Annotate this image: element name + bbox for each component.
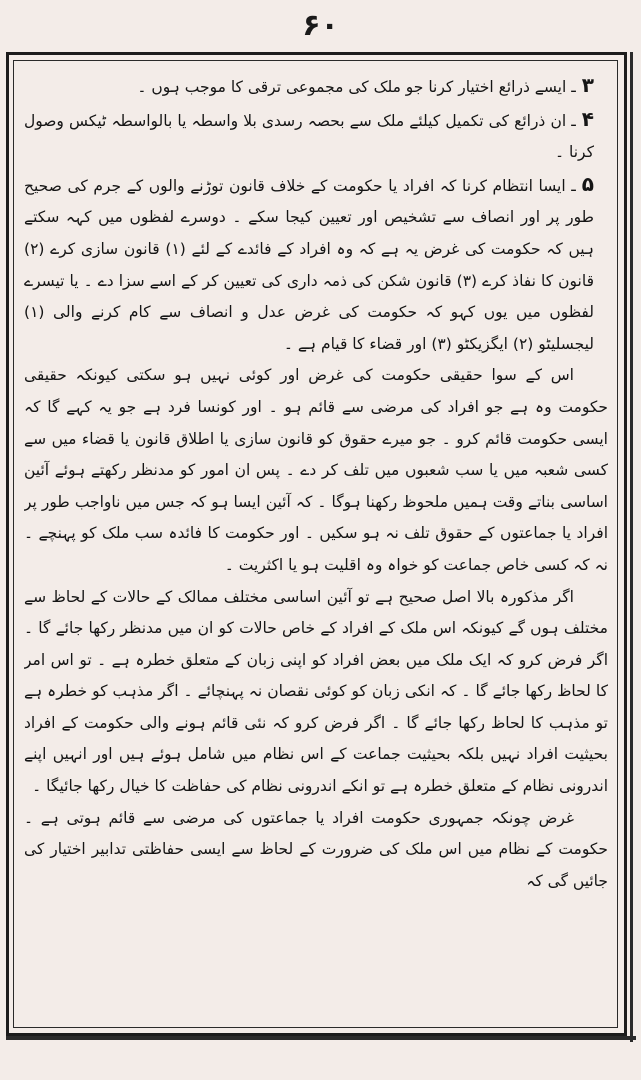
page-body-text bbox=[24, 70, 608, 1022]
list-item-number: ۴ bbox=[581, 106, 594, 131]
list-item-text: ـ ایسے ذرائع اختیار کرنا جو ملک کی مجموعی ترقی کا موجب ہوں ۔ bbox=[137, 78, 576, 96]
list-item-4 bbox=[24, 104, 608, 169]
page-number: ۶۰ bbox=[302, 8, 339, 43]
paragraph: اس کے سوا حقیقی حکومت کی غرض اور کوئی نہیں ہو سکتی کیونکہ حقیقی حکومت وہ ہے جو افراد کی مرضی سے قائم ہو ۔ اور کونسا فرد ہے جو یہ کہے گا کہ ایسی حکومت قائم کرو ۔ جو میرے حقوق کو قانون سازی یا اطلاق قانون یا قضاء میں سے کسی شعبہ میں یا سب شعبوں میں تلف کر دے ۔ پس ان امور کو مدنظر رکھتے ہوئے آئین اساسی بناتے وقت ہمیں ملحوظ رکھنا ہوگا ۔ کہ آئین ایسا ہو کہ جس میں ناواجب طور پر افراد یا جماعتوں کے حقوق تلف نہ ہو سکیں ۔ اور حکومت کا فائدہ سب ملک کو پہنچے ۔ نہ کہ کسی خاص جماعت کو خواہ وہ اقلیت ہو یا اکثریت ۔ bbox=[24, 366, 608, 574]
page-edge-shadow bbox=[630, 52, 633, 1042]
list-item-text: ـ ان ذرائع کی تکمیل کیلئے ملک سے بحصہ رسدی بلا واسطہ یا بالواسطہ ٹیکس وصول کرنا ۔ bbox=[24, 111, 594, 162]
list-item-5 bbox=[24, 169, 608, 361]
paragraph: اگر مذکورہ بالا اصل صحیح ہے تو آئین اساسی مختلف ممالک کے حالات کے لحاظ سے مختلف ہوں گے کیونکہ اس ملک کے افراد کے خاص حالات کو ان میں مدنظر رکھا جائے گا ۔ اگر فرض کرو کہ ایک ملک میں بعض افراد کو اپنی زبان کے متعلق خطرہ ہے ۔ تو اس امر کا لحاظ رکھا جائے گا ۔ کہ انکی زبان کو کوئی نقصان نہ پہنچائے ۔ اگر مذہب کو خطرہ ہے تو مذہب کا لحاظ رکھا جائے گا ۔ اگر فرض کرو کہ نئی قائم ہونے والی حکومت کے افراد بحیثیت افراد نہیں بلکہ بحیثیت جماعت کے اس نظام میں شامل ہوئے ہیں اور انہیں اپنے اندرونی نظام کے متعلق خطرہ ہے تو انکے اندرونی نظام کی حفاظت کا خیال رکھا جائیگا ۔ bbox=[24, 587, 608, 796]
list-item-text: ـ ایسا انتظام کرنا کہ افراد یا حکومت کے خلاف قانون توڑنے والوں کے جرم کی صحیح طور پر اور انصاف سے تشخیص اور تعیین کیجا سکے ۔ دوسرے لفظوں میں کہہ سکتے ہیں کہ حکومت کی غرض یہ ہے کہ وہ افراد کے فائدے کے لئے (۱) قانون سازی کرے (۲) قانون کا نفاذ کرے (۳) قانون شکن کی ذمہ داری کی تعیین کر کے اسے سزا دے ۔ یا تیسرے لفظوں میں یوں کہو کہ حکومت کی غرض عدل و انصاف سے کام کرنے والی (۱) لیجسلیٹو (۲) ایگزیکٹو (۳) اور قضاء کا قیام ہے ۔ bbox=[24, 176, 595, 353]
list-item-3 bbox=[24, 70, 608, 104]
paragraph: غرض چونکہ جمہوری حکومت افراد یا جماعتوں کی مرضی سے قائم ہوتی ہے ۔ حکومت کے نظام میں اس ملک کی ضرورت کے لحاظ سے ایسی حفاظتی تدابیر اختیار کی جائیں گی کہ bbox=[24, 808, 608, 890]
list-item-number: ۳ bbox=[581, 73, 594, 97]
page-bottom-shadow bbox=[6, 1036, 636, 1040]
list-item-number: ۵ bbox=[581, 171, 594, 196]
